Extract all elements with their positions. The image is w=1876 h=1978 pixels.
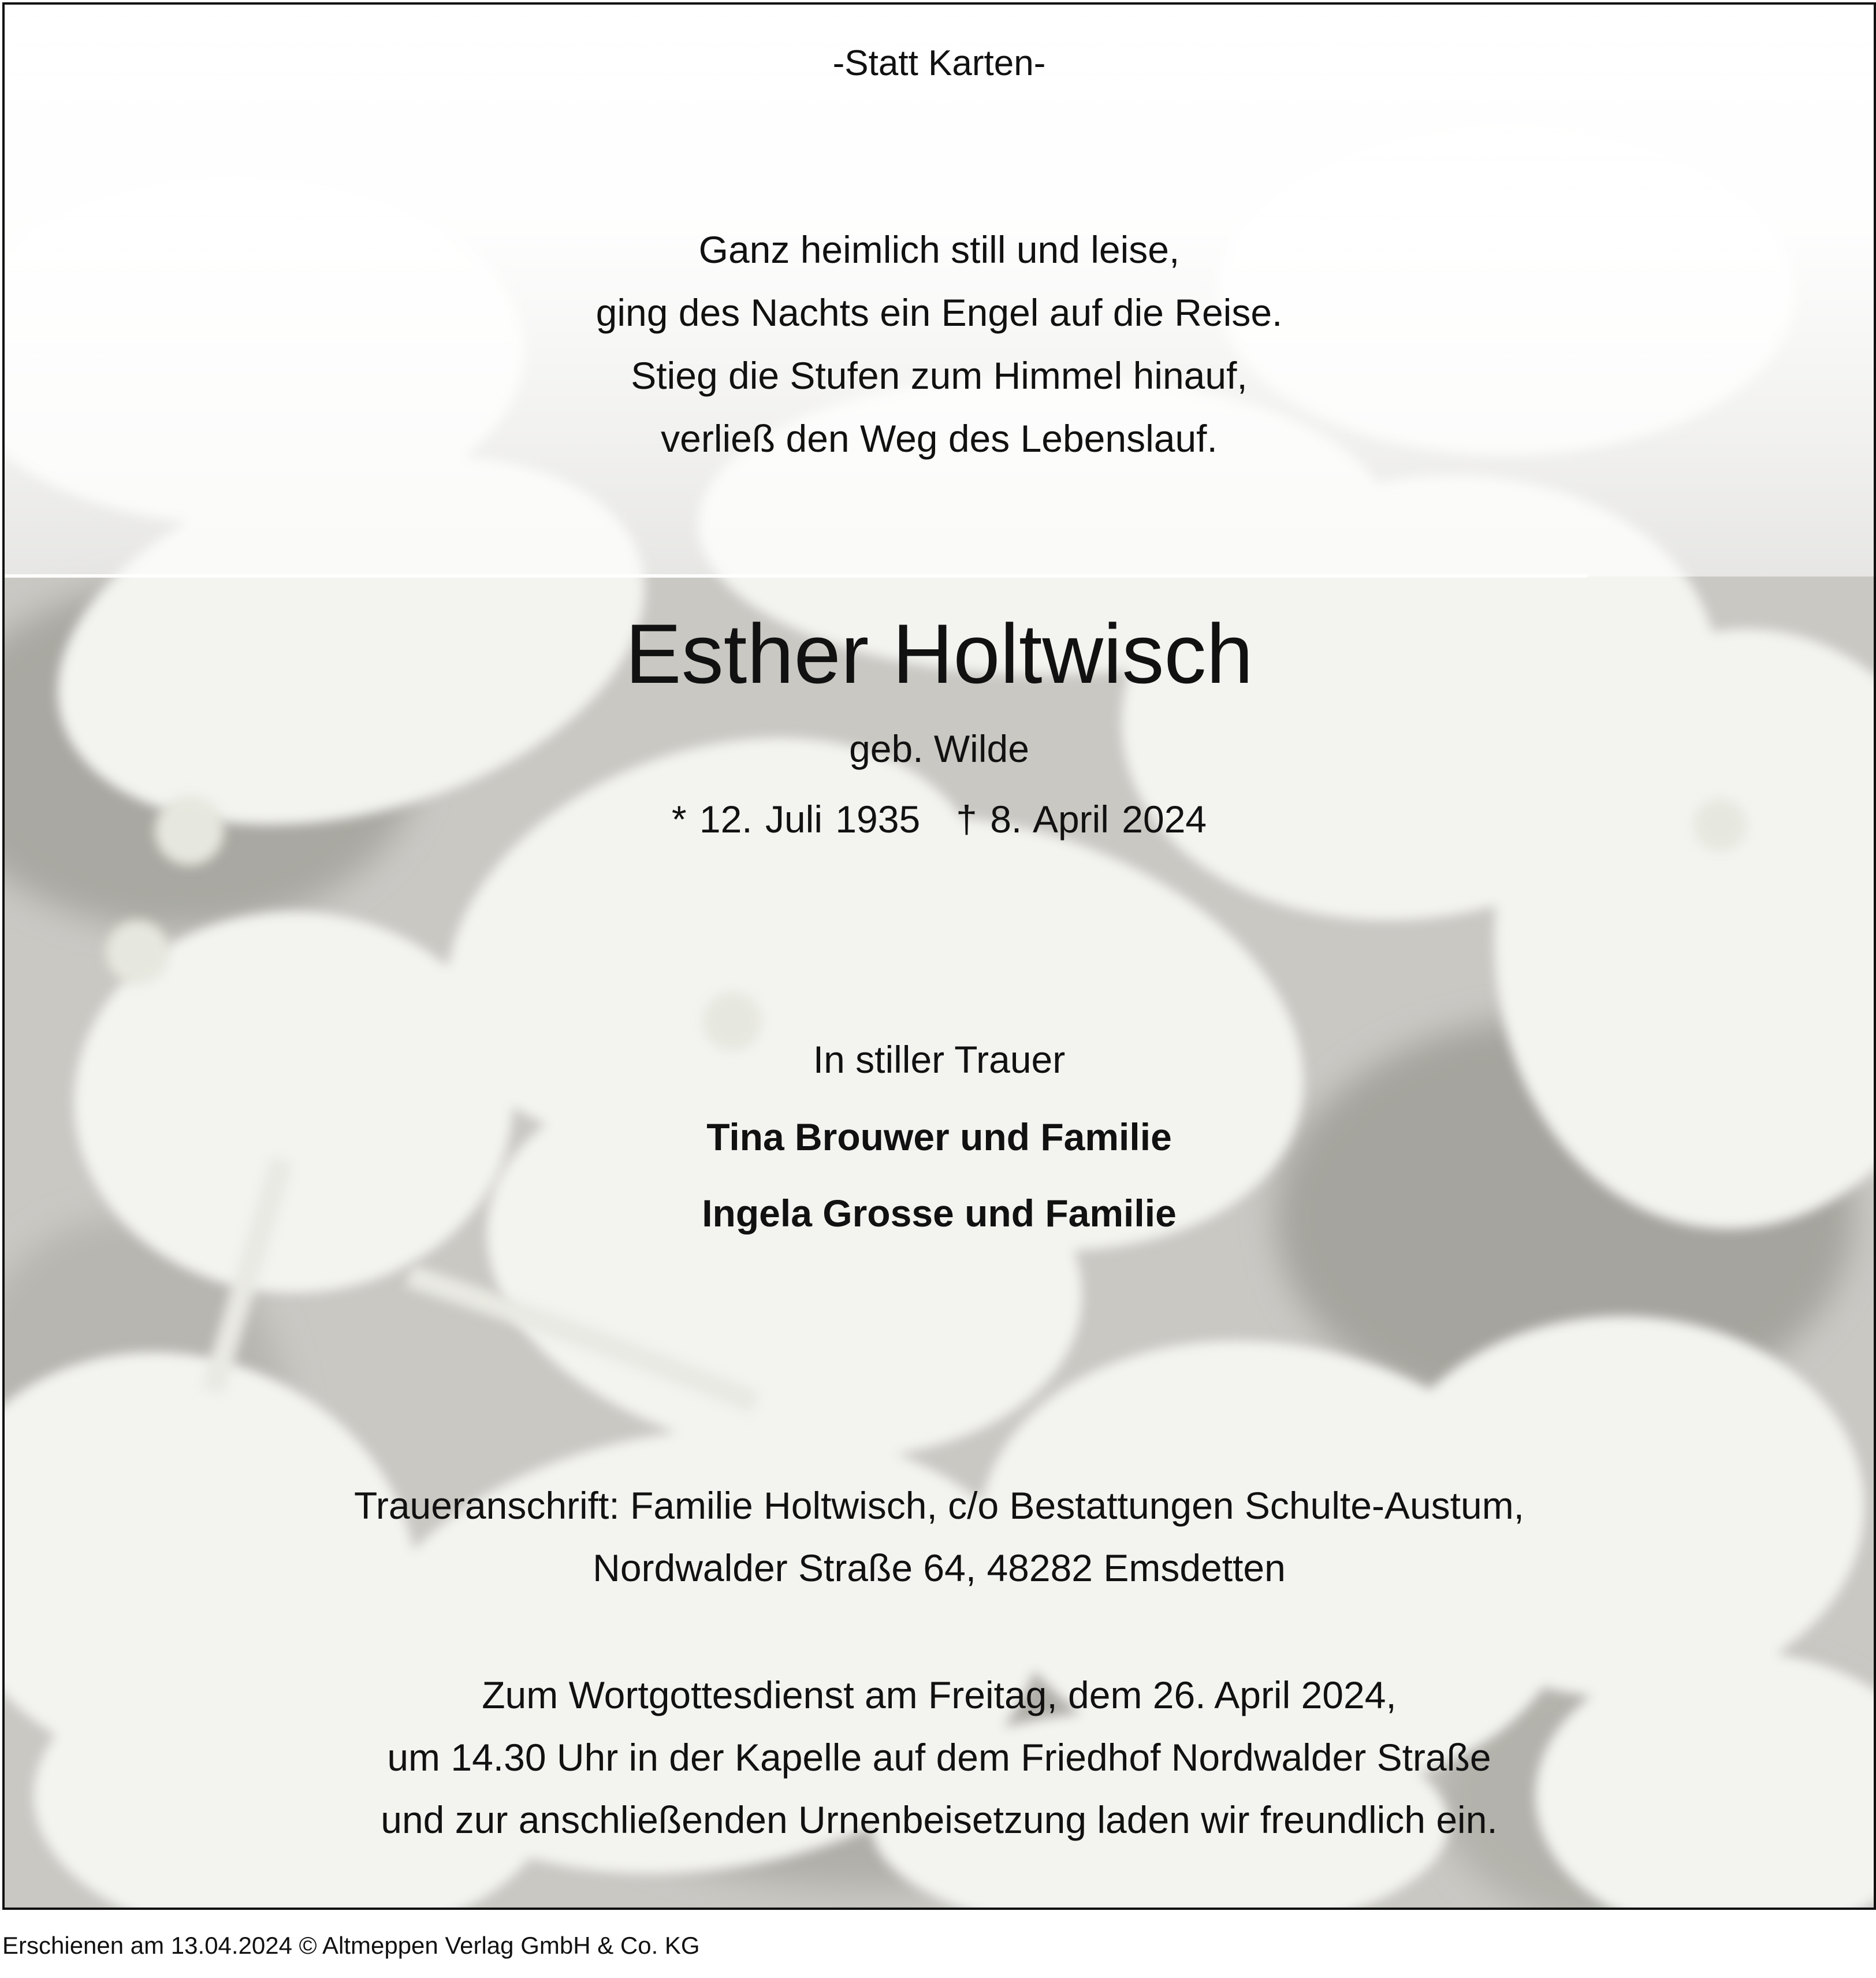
poem-line: verließ den Weg des Lebenslauf. bbox=[661, 417, 1218, 460]
death-date: † 8. April 2024 bbox=[956, 798, 1207, 841]
poem-verse bbox=[5, 218, 1874, 470]
poem-line: Stieg die Stufen zum Himmel hinauf, bbox=[631, 354, 1248, 397]
obituary-frame bbox=[2, 2, 1876, 1910]
address-line: Nordwalder Straße 64, 48282 Emsdetten bbox=[593, 1546, 1286, 1589]
maiden-name: geb. Wilde bbox=[849, 727, 1029, 770]
service-line: und zur anschließenden Urnenbeisetzung laden wir freundlich ein. bbox=[381, 1798, 1498, 1841]
service-line: um 14.30 Uhr in der Kapelle auf dem Friedhof Nordwalder Straße bbox=[387, 1736, 1491, 1779]
band-divider bbox=[5, 574, 1587, 578]
poem-line: Ganz heimlich still und leise, bbox=[698, 228, 1180, 271]
service-line: Zum Wortgottesdienst am Freitag, dem 26. April 2024, bbox=[482, 1674, 1397, 1716]
address-line: Traueranschrift: Familie Holtwisch, c/o Bestattungen Schulte-Austum, bbox=[353, 1484, 1525, 1527]
deceased-name: Esther Holtwisch bbox=[625, 607, 1253, 701]
mourning-address bbox=[5, 1474, 1874, 1599]
header-statt-karten: -Statt Karten- bbox=[832, 43, 1046, 83]
poem-line: ging des Nachts ein Engel auf die Reise. bbox=[595, 291, 1283, 334]
publication-footer: Erschienen am 13.04.2024 © Altmeppen Verlag GmbH & Co. KG bbox=[2, 1932, 700, 1959]
birth-date: * 12. Juli 1935 bbox=[671, 798, 921, 841]
service-invitation bbox=[5, 1664, 1874, 1851]
mourner-name: Tina Brouwer und Familie bbox=[706, 1116, 1172, 1158]
mourning-intro: In stiller Trauer bbox=[813, 1038, 1066, 1081]
mourner-name: Ingela Grosse und Familie bbox=[702, 1192, 1177, 1235]
life-dates bbox=[5, 797, 1874, 841]
